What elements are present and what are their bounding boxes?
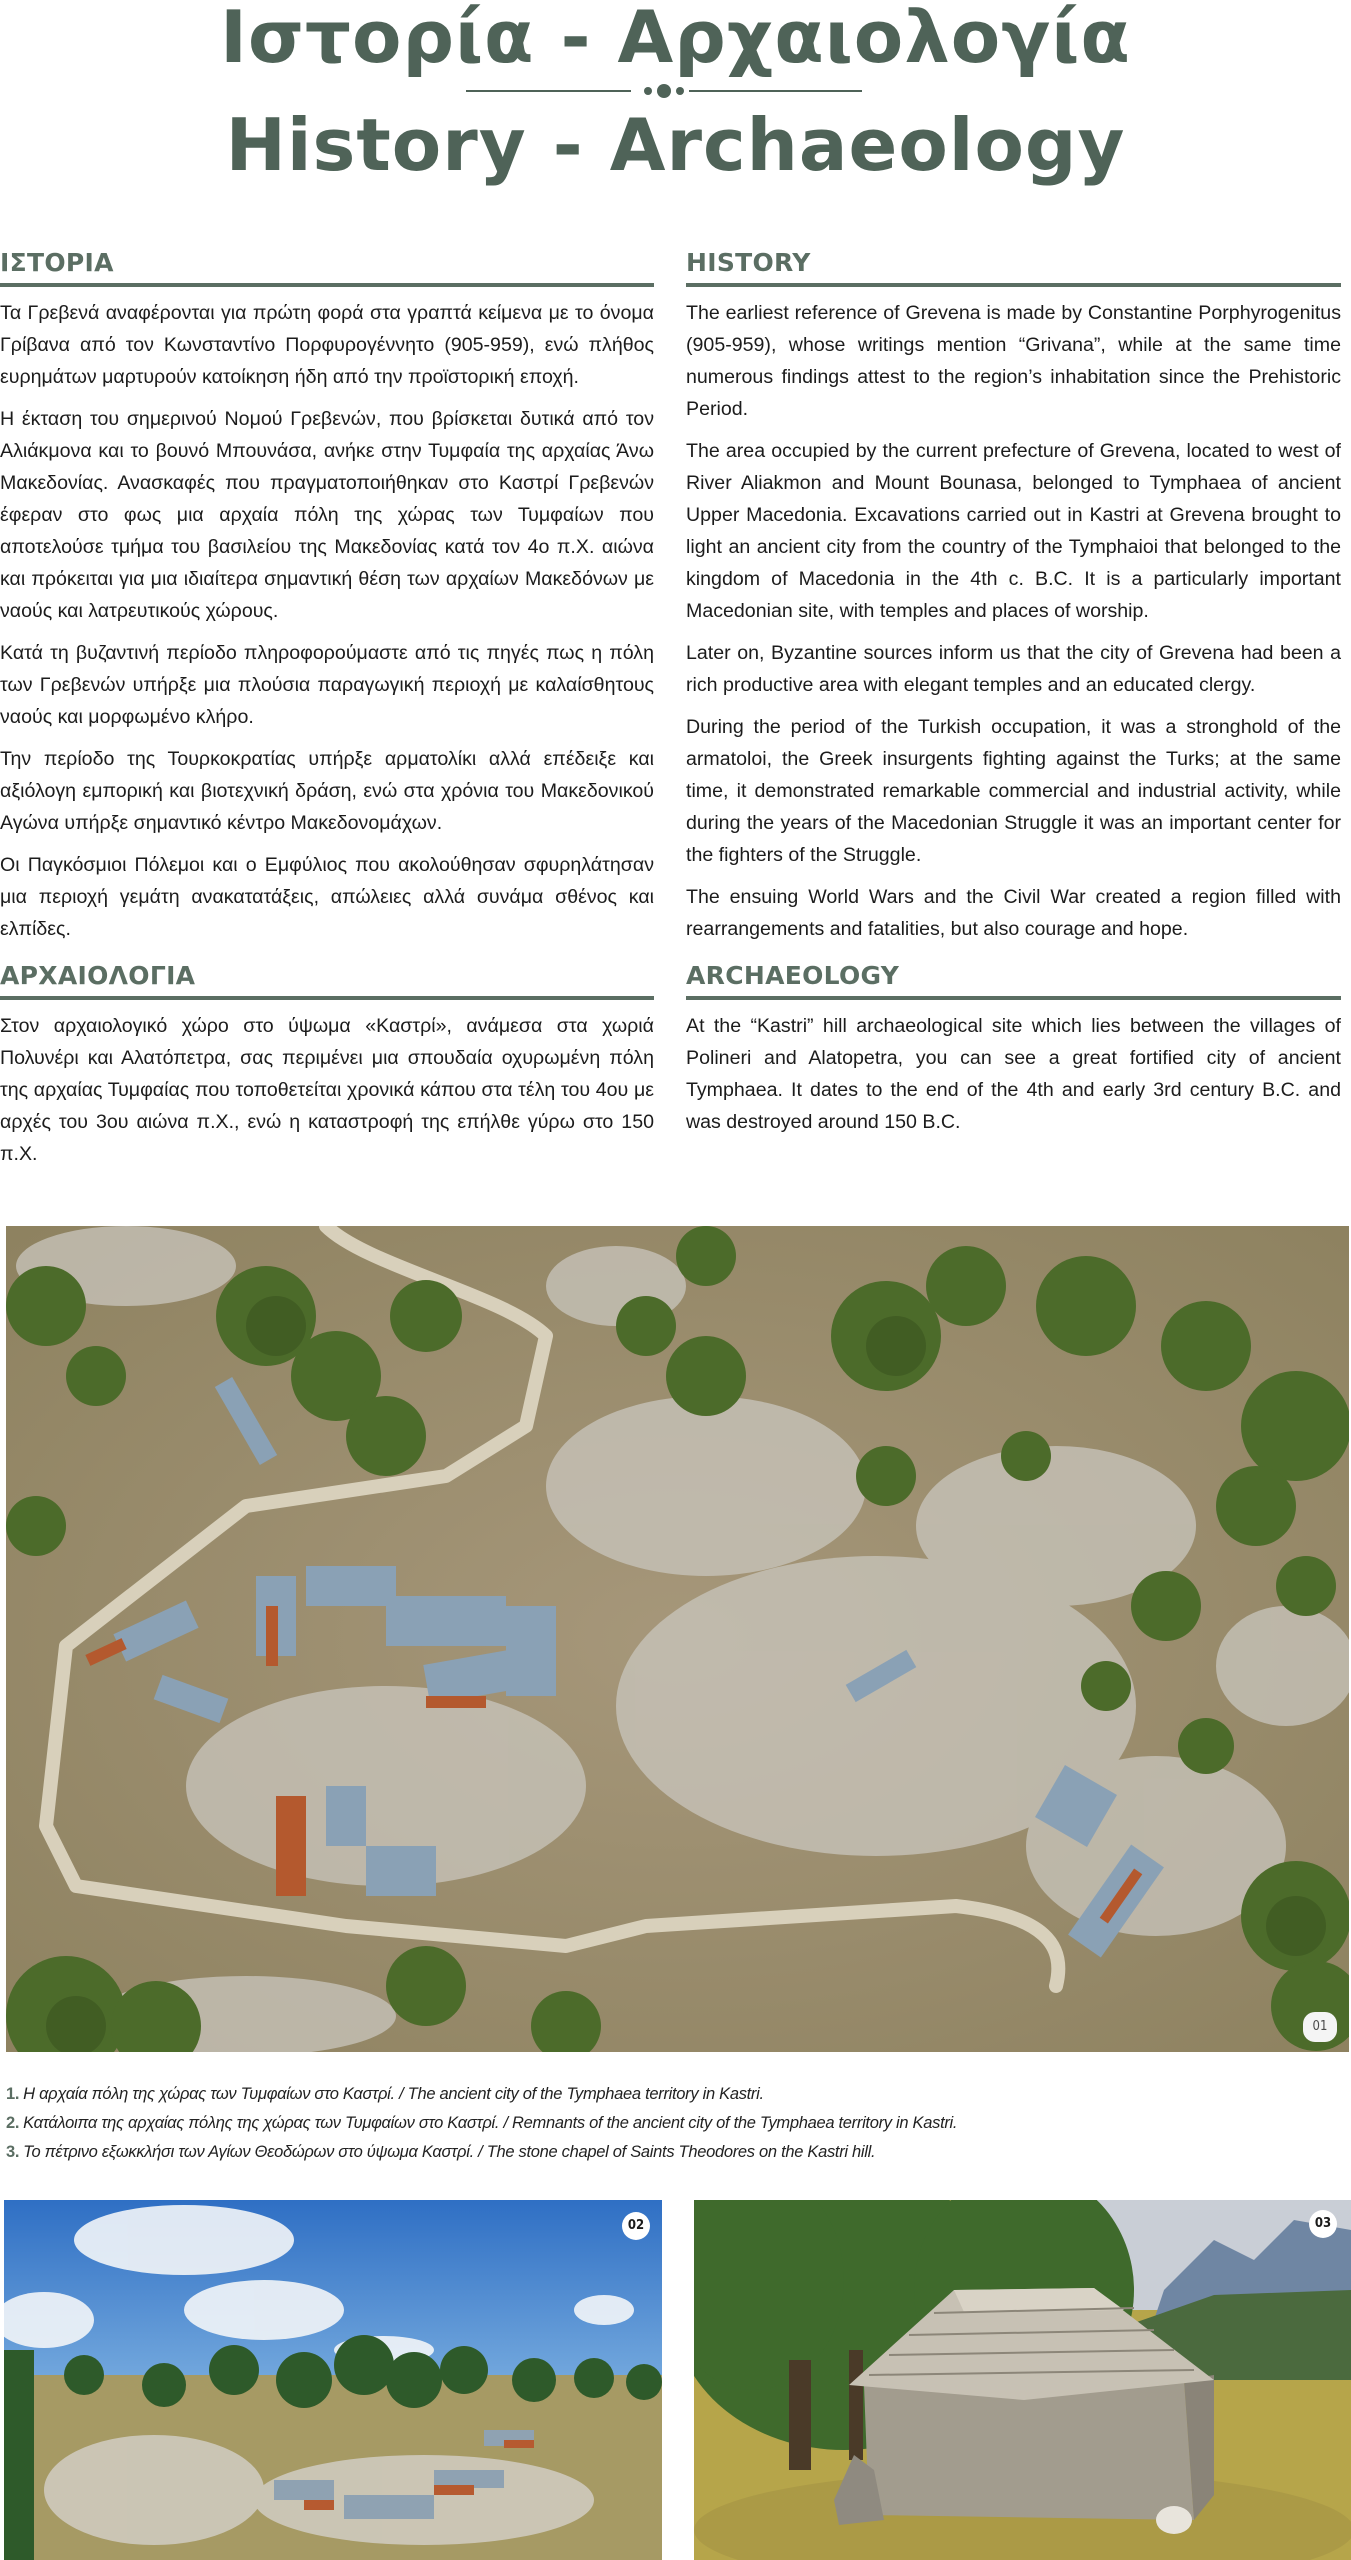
divider-dot-center: [657, 84, 671, 98]
paragraph: During the period of the Turkish occupation, it was a stronghold of the armatoloi, the Greek insurgents fighting against the Turks; at the same time, it demonstrated remarkable commercial and industrial activity, while during the years of the Macedonian Struggle it was an important center for the fighters of the Struggle.: [686, 716, 1341, 866]
page-title-english: History - Archaeology: [225, 103, 1126, 187]
photo-captions: [6, 2080, 1306, 2167]
photo-ruins-remnants: [4, 2200, 662, 2560]
paragraph: The ensuing World Wars and the Civil War created a region filled with rearrangements and fatalities, but also courage and hope.: [686, 886, 1341, 940]
caption-number: 2.: [6, 2114, 20, 2132]
caption-text: Κατάλοιπα της αρχαίας πόλης της χώρας των Τυμφαίων στο Καστρί. / Remnants of the ancient city of the Tymphaea territory in Kastri.: [23, 2114, 958, 2132]
chapel-photo-illustration: [694, 2200, 1351, 2560]
caption-1: [6, 2080, 1306, 2109]
paragraph: At the “Kastri” hill archaeological site which lies between the villages of Polineri and Alatopetra, you can see a great fortified city of ancient Tymphaea. It dates to the end of the 4th and early 3rd century B.C. and was destroyed around 150 B.C.: [686, 1015, 1341, 1133]
divider-dot: [676, 87, 684, 95]
photo-number-badge: 03: [1309, 2210, 1337, 2238]
section-heading-history-greek: ΙΣΤΟΡΙΑ: [0, 246, 654, 287]
caption-3: [6, 2138, 1306, 2167]
section-heading-archaeology-greek: ΑΡΧΑΙΟΛΟΓΙΑ: [0, 959, 654, 1000]
caption-text: Το πέτρινο εξωκκλήσι των Αγίων Θεοδώρων στο ύψωμα Καστρί. / The stone chapel of Saints Theodores on the Kastri hill.: [23, 2143, 876, 2161]
paragraph: Οι Παγκόσμιοι Πόλεμοι και ο Εμφύλιος που ακολούθησαν σφυρηλάτησαν μια περιοχή γεμάτη ανακατατάξεις, απώλειες αλλά συνάμα σθένος και ελπίδες.: [0, 854, 654, 940]
paragraph: Later on, Byzantine sources inform us that the city of Grevena had been a rich productive area with elegant temples and an educated clergy.: [686, 642, 1341, 696]
greek-column: [0, 246, 654, 1180]
section-heading-archaeology-english: ARCHAEOLOGY: [686, 959, 1341, 1000]
photo-number-badge: 02: [622, 2212, 650, 2240]
divider-line-right: [689, 90, 862, 92]
paragraph: The earliest reference of Grevena is made by Constantine Porphyrogenitus (905-959), whose writings mention “Grivana”, while at the same time numerous findings attest to the region’s inhabitation since the Prehistoric Period.: [686, 302, 1341, 420]
ruins-photo-illustration: [4, 2200, 662, 2560]
photo-aerial-ancient-city: [6, 1226, 1349, 2052]
caption-number: 3.: [6, 2143, 20, 2161]
english-column: [686, 246, 1341, 1148]
paragraph: Την περίοδο της Τουρκοκρατίας υπήρξε αρματολίκι αλλά επέδειξε και αξιόλογη εμπορική και βιοτεχνική δράση, ενώ στα χρόνια του Μακεδονικού Αγώνα υπήρξε σημαντικό κέντρο Μακεδονομάχων.: [0, 748, 654, 834]
paragraph: Η έκταση του σημερινού Νομού Γρεβενών, που βρίσκεται δυτικά από τον Αλιάκμονα και το βουνό Μπουνάσα, ανήκε στην Τυμφαία της αρχαίας Άνω Μακεδονίας. Ανασκαφές που πραγματοποιήθηκαν στο Καστρί Γρεβενών έφεραν στο φως μια αρχαία πόλη της χώρας των Τυμφαίων που αποτελούσε τμήμα του βασιλείου της Μακεδονίας κατά τον 4ο π.Χ. αιώνα και πρόκειται για μια ιδιαίτερα σημαντική θέση των αρχαίων Μακεδόνων με ναούς και λατρευτικούς χώρους.: [0, 408, 654, 622]
paragraph: Στον αρχαιολογικό χώρο στο ύψωμα «Καστρί», ανάμεσα στα χωριά Πολυνέρι και Αλατόπετρα, σας περιμένει μια σπουδαία οχυρωμένη πόλη της αρχαίας Τυμφαίας που τοποθετείται χρονικά κάπου στα τέλη του 4ου με αρχές του 3ου αιώνα π.Χ., ενώ η καταστροφή της επήλθε γύρω στο 150 π.Χ.: [0, 1015, 654, 1165]
divider-line-left: [466, 90, 631, 92]
paragraph: Κατά τη βυζαντινή περίοδο πληροφορούμαστε από τις πηγές πως η πόλη των Γρεβενών υπήρξε μια πλούσια παραγωγική περιοχή με καλαίσθητους ναούς και μορφωμένο κλήρο.: [0, 642, 654, 728]
caption-text: Η αρχαία πόλη της χώρας των Τυμφαίων στο Καστρί. / The ancient city of the Tymphaea territory in Kastri.: [23, 2085, 764, 2103]
photo-number-badge: 01: [1303, 2012, 1337, 2042]
aerial-photo-illustration: [6, 1226, 1349, 2052]
photo-stone-chapel: [694, 2200, 1351, 2560]
caption-number: 1.: [6, 2085, 20, 2103]
caption-2: [6, 2109, 1306, 2138]
paragraph: Τα Γρεβενά αναφέρονται για πρώτη φορά στα γραπτά κείμενα με το όνομα Γρίβανα από τον Κωνσταντίνο Πορφυρογέννητο (905-959), ενώ πλήθος ευρημάτων μαρτυρούν κατοίκηση ήδη από την προϊστορική εποχή.: [0, 302, 654, 388]
divider-dot: [644, 87, 652, 95]
paragraph: The area occupied by the current prefecture of Grevena, located to west of River Aliakmon and Mount Bounasa, belonged to Tymphaea of ancient Upper Macedonia. Excavations carried out in Kastri at Grevena brought to light an ancient city from the country of the Tymphaioi that belonged to the kingdom of Macedonia in the 4th c. B.C. It is a particularly important Macedonian site, with temples and places of worship.: [686, 440, 1341, 622]
title-divider-ornament: [466, 84, 862, 98]
page-title-greek: Ιστορία - Αρχαιολογία: [220, 0, 1131, 79]
section-heading-history-english: HISTORY: [686, 246, 1341, 287]
